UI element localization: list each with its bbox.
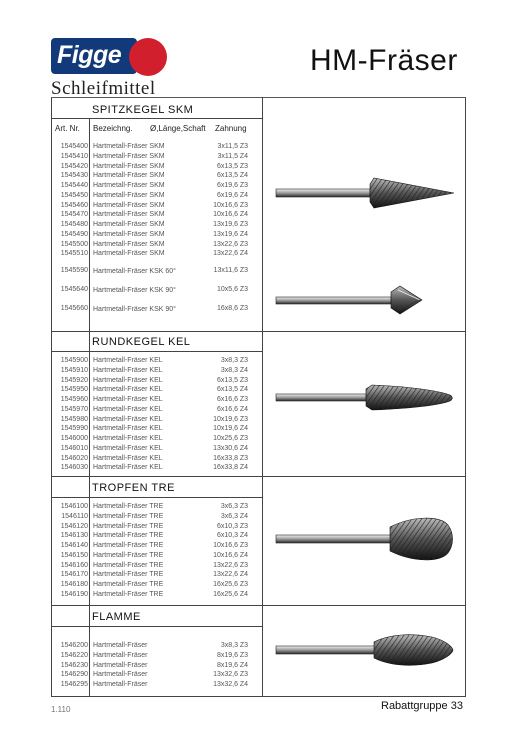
dimensions: 16x25,6 <box>213 590 238 598</box>
tooth-type: Z3 <box>239 561 249 569</box>
dimensions: 8x19,6 <box>216 651 238 659</box>
description: Hartmetall-Fräser TRE <box>93 512 164 520</box>
dimensions: 3x8,3 <box>220 642 238 649</box>
tooth-type: Z3 <box>239 286 249 293</box>
article-number: 1545910 <box>60 366 88 374</box>
description: Hartmetall-Fräser KEL <box>93 435 163 442</box>
table-row <box>52 211 262 221</box>
dimensions: 3x8,3 <box>220 357 238 364</box>
dimensions: 6x19,6 <box>216 191 238 199</box>
tooth-type: Z4 <box>239 250 249 258</box>
tooth-type: Z4 <box>239 366 249 374</box>
dimensions: 10x16,6 <box>213 201 238 209</box>
dimensions: 16x33,8 <box>213 464 238 472</box>
dimensions: 6x10,3 <box>216 522 238 530</box>
tooth-type: Z3 <box>239 651 249 659</box>
tooth-type: Z3 <box>239 305 249 312</box>
article-number: 1545410 <box>60 152 88 160</box>
description: Hartmetall-Fräser KEL <box>93 415 163 423</box>
tooth-type: Z4 <box>239 152 249 160</box>
brand-subtitle: Schleifmittel <box>51 78 156 99</box>
article-number: 1546160 <box>60 561 88 569</box>
tooth-type: Z3 <box>239 581 249 588</box>
article-number: 1545440 <box>60 182 88 189</box>
table-row <box>52 143 262 153</box>
dimensions: 10x5,6 <box>216 286 238 293</box>
section-divider-3 <box>51 605 466 606</box>
article-number: 1545950 <box>60 386 88 394</box>
dimensions: 13x19,6 <box>213 230 238 238</box>
tooth-type: Z3 <box>239 522 249 530</box>
table-row <box>52 581 262 591</box>
table-row <box>52 523 262 533</box>
column-divider-image <box>262 97 263 697</box>
dimensions: 13x32,6 <box>213 671 238 679</box>
dimensions: 13x22,6 <box>213 240 238 248</box>
dimensions: 13x22,6 <box>213 561 238 569</box>
description: Hartmetall-Fräser KEL <box>93 454 163 462</box>
tooth-type: Z3 <box>239 503 249 510</box>
page-title: HM-Fräser <box>310 44 458 77</box>
tooth-type: Z3 <box>239 542 249 549</box>
article-number: 1545640 <box>60 286 88 293</box>
flamme-burr-image <box>272 628 458 672</box>
article-number: 1545500 <box>60 240 88 248</box>
article-number: 1545900 <box>60 357 88 364</box>
tooth-type: Z4 <box>239 211 249 219</box>
article-number: 1546120 <box>60 522 88 530</box>
description: Hartmetall-Fräser SKM <box>93 182 165 189</box>
table-row <box>52 221 262 231</box>
column-header-dim: Ø,Länge,Schaft <box>150 124 206 133</box>
column-header-zahnung: Zahnung <box>215 124 247 133</box>
tooth-type: Z4 <box>239 532 249 540</box>
description: Hartmetall-Fräser TRE <box>93 561 164 569</box>
table-row <box>52 513 262 523</box>
dimensions: 13x22,6 <box>213 571 238 579</box>
table-row <box>52 464 262 474</box>
article-number: 1546110 <box>61 512 88 520</box>
table-bottom <box>51 696 466 697</box>
tooth-type: Z3 <box>239 240 249 248</box>
article-number: 1546220 <box>60 651 88 659</box>
article-number: 1545480 <box>60 221 88 228</box>
dimensions: 10x16,6 <box>213 211 238 219</box>
article-number: 1545490 <box>60 230 88 238</box>
article-number: 1546295 <box>60 681 88 688</box>
tooth-type: Z4 <box>239 464 249 472</box>
article-number: 1545470 <box>60 211 88 219</box>
article-number: 1546170 <box>60 571 88 579</box>
table-row <box>52 241 262 251</box>
description: Hartmetall-Fräser SKM <box>93 152 165 160</box>
dimensions: 16x33,8 <box>213 454 238 462</box>
rabatt-label: Rabattgruppe 33 <box>381 700 463 712</box>
section-divider-2 <box>51 476 466 477</box>
description: Hartmetall-Fräser <box>93 642 148 649</box>
tooth-type: Z3 <box>239 357 249 364</box>
section-divider-2b <box>51 497 262 498</box>
tooth-type: Z4 <box>239 405 249 413</box>
tooth-type: Z4 <box>239 386 249 394</box>
table-row <box>52 425 262 435</box>
dimensions: 13x30,6 <box>213 444 238 452</box>
dimensions: 10x19,6 <box>213 425 238 433</box>
table-row <box>52 503 262 513</box>
section-title: SPITZKEGEL SKM <box>92 104 194 116</box>
description: Hartmetall-Fräser SKM <box>93 240 165 248</box>
table-row <box>52 652 262 662</box>
table-row <box>52 153 262 163</box>
tooth-type: Z4 <box>239 230 249 238</box>
article-number: 1545510 <box>60 250 88 258</box>
dimensions: 13x22,6 <box>213 250 238 258</box>
description: Hartmetall-Fräser TRE <box>93 542 164 549</box>
dimensions: 10x16,6 <box>213 542 238 549</box>
article-number: 1546290 <box>60 671 88 679</box>
description: Hartmetall-Fräser TRE <box>93 571 164 579</box>
article-number: 1546010 <box>60 444 88 452</box>
dimensions: 3x6,3 <box>220 503 238 510</box>
dimensions: 3x6,3 <box>220 512 238 520</box>
figge-logo <box>51 38 171 76</box>
tooth-type: Z4 <box>239 551 249 559</box>
description: Hartmetall-Fräser KEL <box>93 366 163 374</box>
article-number: 1545420 <box>60 162 88 170</box>
dimensions: 3x11,5 <box>217 152 238 160</box>
dimensions: 13x32,6 <box>213 681 238 688</box>
section-title: TROPFEN TRE <box>92 482 175 494</box>
dimensions: 6x16,6 <box>216 396 238 403</box>
tropfen-burr-image <box>272 509 458 569</box>
description: Hartmetall-Fräser SKM <box>93 172 165 180</box>
table-row <box>52 377 262 387</box>
article-number: 1545430 <box>60 172 88 180</box>
table-row <box>52 163 262 173</box>
description: Hartmetall-Fräser SKM <box>93 211 165 219</box>
description: Hartmetall-Fräser KEL <box>93 396 163 403</box>
logo-text: Figge <box>57 41 122 69</box>
table-row <box>52 231 262 241</box>
description: Hartmetall-Fräser SKM <box>93 230 165 238</box>
article-number: 1546230 <box>60 661 88 669</box>
tooth-type: Z3 <box>239 376 249 384</box>
dimensions: 3x8,3 <box>220 366 238 374</box>
dimensions: 6x13,5 <box>216 162 238 170</box>
tooth-type: Z3 <box>239 182 249 189</box>
tooth-type: Z3 <box>239 267 249 274</box>
article-number: 1545660 <box>60 305 88 312</box>
table-row <box>52 396 262 406</box>
table-row <box>52 172 262 182</box>
tooth-type: Z4 <box>239 681 249 688</box>
article-number: 1545920 <box>60 376 88 384</box>
description: Hartmetall-Fräser KEL <box>93 386 163 394</box>
article-number: 1546200 <box>60 642 88 649</box>
article-number: 1545960 <box>60 396 88 403</box>
column-header-art: Art. Nr. <box>55 124 80 133</box>
description: Hartmetall-Fräser KEL <box>93 405 163 413</box>
description: Hartmetall-Fräser SKM <box>93 221 165 228</box>
table-row <box>52 532 262 542</box>
table-row <box>52 250 262 260</box>
description: Hartmetall-Fräser SKM <box>93 201 165 209</box>
article-number: 1546190 <box>60 590 88 598</box>
section-title: RUNDKEGEL KEL <box>92 336 191 348</box>
tooth-type: Z3 <box>239 162 249 170</box>
page-code: 1.110 <box>51 705 71 714</box>
dimensions: 3x11,5 <box>217 143 238 150</box>
article-number: 1546000 <box>60 435 88 442</box>
description: Hartmetall-Fräser SKM <box>93 143 165 150</box>
dimensions: 16x8,6 <box>216 305 238 312</box>
description: Hartmetall-Fräser TRE <box>93 522 164 530</box>
description: Hartmetall-Fräser <box>93 671 148 679</box>
table-row <box>52 662 262 672</box>
article-number: 1546130 <box>60 532 88 540</box>
article-number: 1546100 <box>60 503 88 510</box>
description: Hartmetall-Fräser KEL <box>93 357 163 364</box>
dimensions: 6x13,5 <box>216 386 238 394</box>
tooth-type: Z4 <box>239 425 249 433</box>
description: Hartmetall-Fräser KSK 90° <box>93 306 176 313</box>
tooth-type: Z3 <box>239 396 249 403</box>
article-number: 1545980 <box>60 415 88 423</box>
article-number: 1546030 <box>60 464 88 472</box>
table-row <box>52 406 262 416</box>
table-row <box>52 192 262 202</box>
article-number: 1546150 <box>60 551 88 559</box>
table-row <box>52 416 262 426</box>
article-number: 1546180 <box>60 581 88 588</box>
tooth-type: Z4 <box>239 444 249 452</box>
section-title: FLAMME <box>92 611 141 623</box>
spitzkegel-burr-image <box>272 168 458 218</box>
description: Hartmetall-Fräser TRE <box>93 503 164 510</box>
description: Hartmetall-Fräser TRE <box>93 581 164 588</box>
dimensions: 6x13,5 <box>216 172 238 180</box>
dimensions: 6x19,6 <box>216 182 238 189</box>
table-row <box>52 386 262 396</box>
section-divider-1 <box>51 331 466 332</box>
article-number: 1545400 <box>60 143 88 150</box>
tooth-type: Z3 <box>239 201 249 209</box>
description: Hartmetall-Fräser TRE <box>93 551 164 559</box>
header-underline <box>51 118 262 119</box>
table-row <box>52 182 262 192</box>
table-row <box>52 542 262 552</box>
dimensions: 13x11,6 <box>213 267 238 274</box>
description: Hartmetall-Fräser KEL <box>93 425 163 433</box>
dimensions: 6x13,5 <box>216 376 238 384</box>
dimensions: 8x19,6 <box>216 661 238 669</box>
table-row <box>52 445 262 455</box>
tooth-type: Z4 <box>239 571 249 579</box>
article-number: 1545990 <box>60 425 88 433</box>
description: Hartmetall-Fräser TRE <box>93 590 164 598</box>
table-row <box>52 671 262 681</box>
article-number: 1545450 <box>60 191 88 199</box>
description: Hartmetall-Fräser KEL <box>93 444 163 452</box>
dimensions: 16x25,6 <box>213 581 238 588</box>
section-divider-3b <box>51 626 262 627</box>
tooth-type: Z4 <box>239 512 249 520</box>
table-row <box>52 642 262 652</box>
dimensions: 10x16,6 <box>213 551 238 559</box>
tooth-type: Z4 <box>239 172 249 180</box>
description: Hartmetall-Fräser KSK 60° <box>93 268 176 275</box>
description: Hartmetall-Fräser SKM <box>93 162 165 170</box>
top-rule <box>51 97 466 98</box>
table-row <box>52 562 262 572</box>
description: Hartmetall-Fräser KEL <box>93 464 163 472</box>
article-number: 1546020 <box>60 454 88 462</box>
article-number: 1545970 <box>60 405 88 413</box>
article-number: 1545590 <box>60 267 88 274</box>
table-row <box>52 571 262 581</box>
description: Hartmetall-Fräser <box>93 681 148 688</box>
description: Hartmetall-Fräser KEL <box>93 376 163 384</box>
description: Hartmetall-Fräser KSK 90° <box>93 287 176 294</box>
tooth-type: Z3 <box>239 221 249 228</box>
table-row <box>52 357 262 367</box>
tooth-type: Z3 <box>239 415 249 423</box>
article-number: 1545460 <box>60 201 88 209</box>
ksk-countersink-image <box>272 280 458 320</box>
description: Hartmetall-Fräser <box>93 651 148 659</box>
rundkegel-burr-image <box>272 378 458 418</box>
logo-red-circle <box>129 38 167 76</box>
dimensions: 13x19,6 <box>213 221 238 228</box>
article-number: 1546140 <box>60 542 88 549</box>
tooth-type: Z4 <box>239 590 249 598</box>
table-row <box>52 455 262 465</box>
tooth-type: Z3 <box>239 143 249 150</box>
table-row <box>52 591 262 601</box>
description: Hartmetall-Fräser SKM <box>93 191 165 199</box>
section-divider-1b <box>51 351 262 352</box>
dimensions: 10x25,6 <box>213 435 238 442</box>
description: Hartmetall-Fräser SKM <box>93 250 165 258</box>
tooth-type: Z3 <box>239 642 249 649</box>
table-row <box>52 202 262 212</box>
description: Hartmetall-Fräser <box>93 661 148 669</box>
tooth-type: Z3 <box>239 454 249 462</box>
table-row <box>52 367 262 377</box>
table-row <box>52 435 262 445</box>
table-row <box>52 681 262 691</box>
dimensions: 6x16,6 <box>216 405 238 413</box>
description: Hartmetall-Fräser TRE <box>93 532 164 540</box>
tooth-type: Z4 <box>239 191 249 199</box>
column-header-bez: Bezeichng. <box>93 124 133 133</box>
table-row <box>52 552 262 562</box>
tooth-type: Z3 <box>239 435 249 442</box>
tooth-type: Z3 <box>239 671 249 679</box>
dimensions: 10x19,6 <box>213 415 238 423</box>
tooth-type: Z4 <box>239 661 249 669</box>
dimensions: 6x10,3 <box>216 532 238 540</box>
